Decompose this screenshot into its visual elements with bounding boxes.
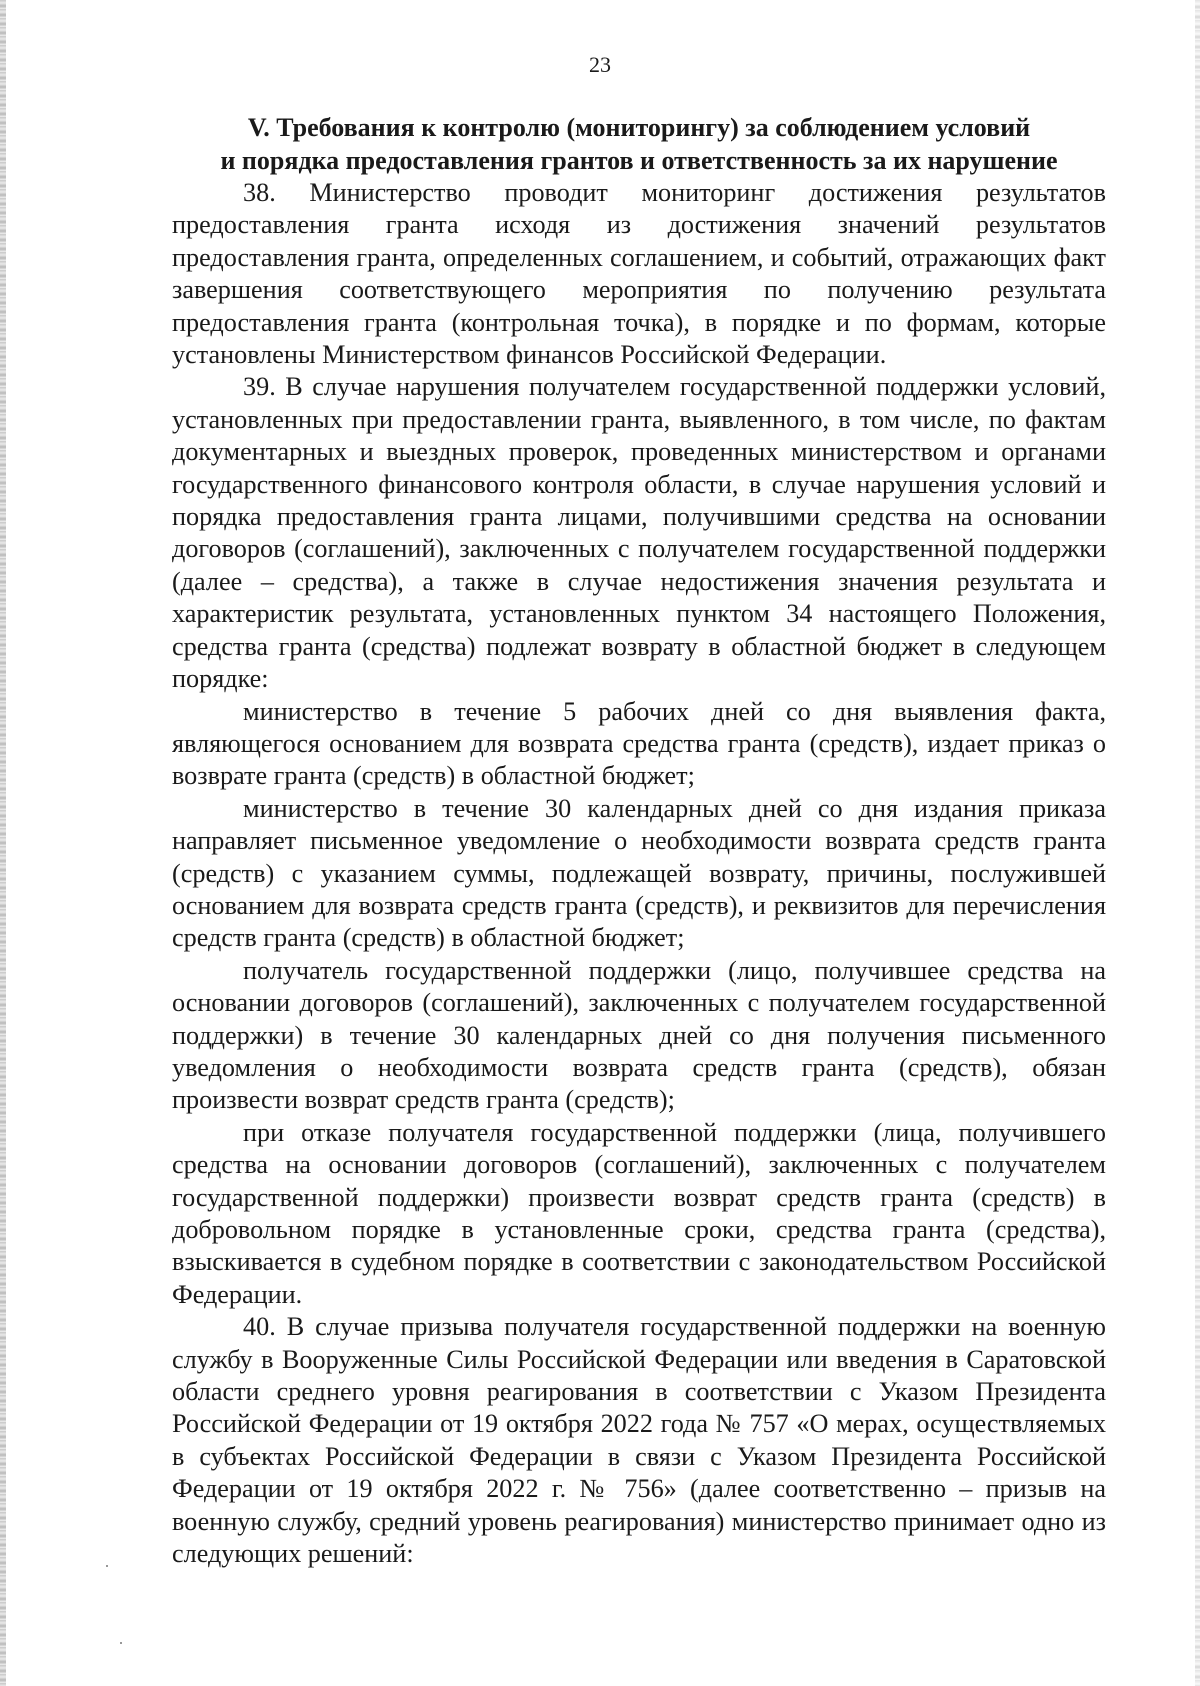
paragraph-38: 38. Министерство проводит мониторинг достижения результатов предоставления гранта исходя из достижения значений результатов предоставления гранта, определенных соглашением, и событий, отражающих факт завершения соответствующего мероприятия по получению результата предоставления гранта (контрольная точка), в порядке и по формам, которые установлены Министерством финансов Российской Федерации. xyxy=(172,178,1106,370)
section-heading-line-2: и порядка предоставления грантов и ответственность за их нарушение xyxy=(220,145,1058,175)
scan-edge-left xyxy=(0,0,6,1686)
scan-edge-right xyxy=(1195,0,1200,1686)
paragraph-40: 40. В случае призыва получателя государственной поддержки на военную службу в Вооруженные Силы Российской Федерации или введения в Саратовской области среднего уровня реагирования в соответствии с Указом Президента Российской Федерации от 19 октября 2022 года № 757 «О мерах, осуществляемых в субъектах Российской Федерации в связи с Указом Президента Российской Федерации от 19 октября 2022 г. № 756» (далее соответственно – призыв на военную службу, средний уровень реагирования) министерство принимает одно из следующих решений: xyxy=(172,1312,1106,1569)
scan-speck xyxy=(120,1642,122,1644)
paragraph-39-step-court: при отказе получателя государственной поддержки (лица, получившего средства на основании договоров (соглашений), заключенных с получателем государственной поддержки) произвести возврат средств гранта (средств) в добровольном порядке в установленные сроки, средства гранта (средства), взыскивается в судебном порядке в соответствии с законодательством Российской Федерации. xyxy=(172,1117,1106,1309)
section-heading xyxy=(172,112,1106,177)
paragraph-39-step-refund: получатель государственной поддержки (лицо, получившее средства на основании договоров (соглашений), заключенных с получателем государственной поддержки) в течение 30 календарных дней со дня получения письменного уведомления о необходимости возврата средств гранта (средств), обязан произвести возврат средств гранта (средств); xyxy=(172,955,1106,1115)
scan-speck xyxy=(106,1565,108,1567)
page-number: 23 xyxy=(589,52,611,77)
section-heading-line-1: V. Требования к контролю (мониторингу) за соблюдением условий xyxy=(247,113,1031,142)
paragraph-39-step-order: министерство в течение 5 рабочих дней со дня выявления факта, являющегося основанием для возврата средства гранта (средств), издает приказ о возврате гранта (средств) в областной бюджет; xyxy=(172,696,1106,791)
paragraph-39: 39. В случае нарушения получателем государственной поддержки условий, установленных при предоставлении гранта, выявленного, в том числе, по фактам документарных и выездных проверок, проведенных министерством и органами государственного финансового контроля области, в случае нарушения условий и порядка предоставления гранта лицами, получившими средства на основании договоров (соглашений), заключенных с получателем государственной поддержки (далее – средства), а также в случае недостижения значения результата и характеристик результата, установленных пунктом 34 настоящего Положения, средства гранта (средства) подлежат возврату в областной бюджет в следующем порядке: xyxy=(172,372,1106,694)
paragraph-39-step-notice: министерство в течение 30 календарных дней со дня издания приказа направляет письменное уведомление о необходимости возврата средств гранта (средств) с указанием суммы, подлежащей возврату, причины, послужившей основанием для возврата средств гранта (средств), и реквизитов для перечисления средств гранта (средств) в областной бюджет; xyxy=(172,793,1106,953)
document-body xyxy=(172,112,1106,1570)
